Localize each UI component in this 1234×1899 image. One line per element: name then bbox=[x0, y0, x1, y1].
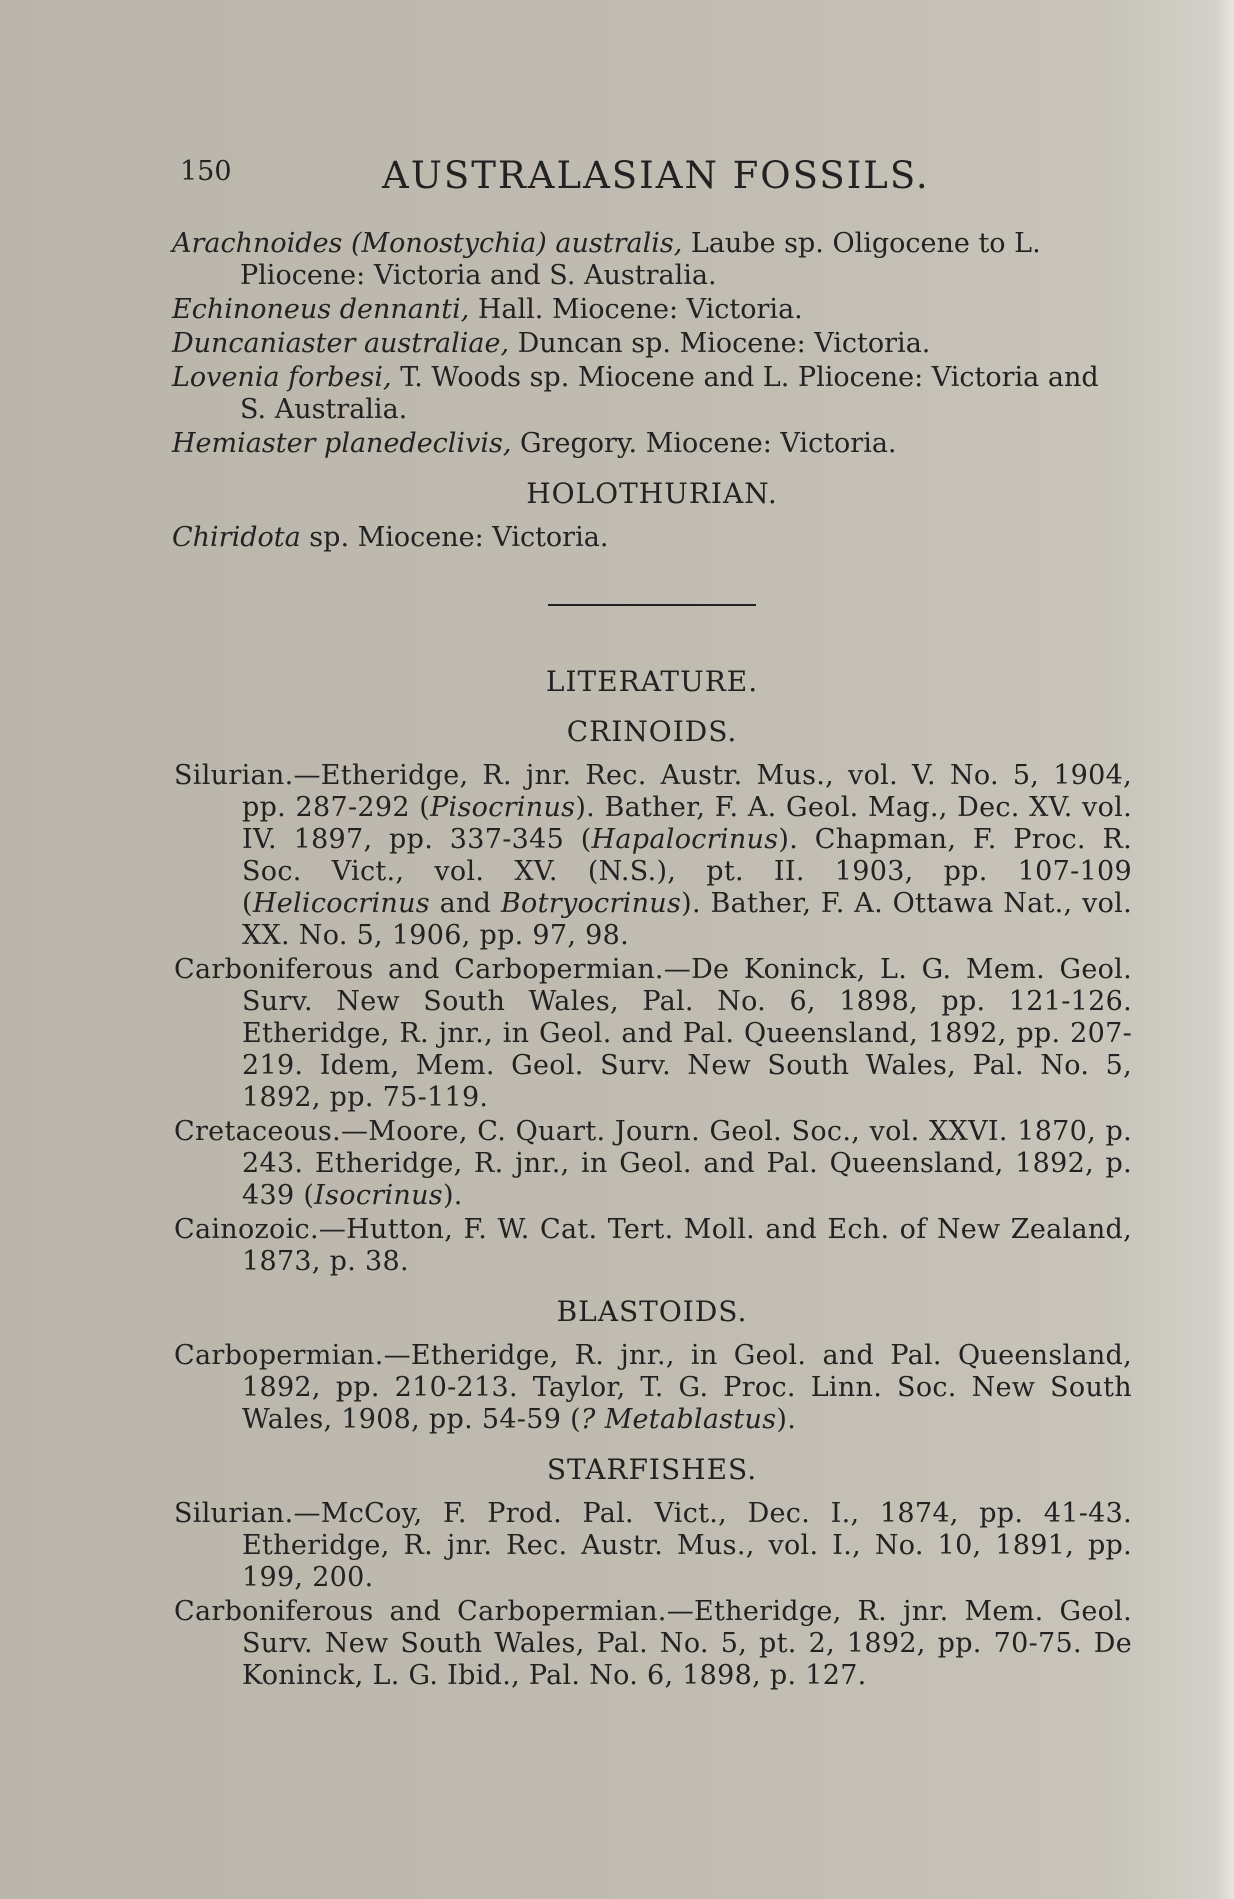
entry-text: Silurian.—Etheridge, R. jnr. Rec. Austr. Mus., vol. V. No. 5, 1904, pp. 287-292 ( bbox=[174, 760, 1132, 823]
section-divider-rule bbox=[548, 604, 756, 606]
entry-text: and bbox=[429, 888, 501, 919]
starfishes-carboniferous-entry: Carboniferous and Carbopermian.—Etheridge, R. jnr. Mem. Geol. Surv. New South Wales, Pal. No. 5, pt. 2, 1892, pp. 70-75. De Koninck, L. G. Ibid., Pal. No. 6, 1898, p. 127. bbox=[174, 1596, 1132, 1691]
running-head: AUSTRALASIAN FOSSILS. bbox=[382, 154, 930, 197]
holothurian-heading: HOLOTHURIAN. bbox=[526, 477, 778, 510]
holothurian-entry bbox=[172, 522, 1132, 554]
species-name: Echinoneus dennanti, bbox=[172, 294, 470, 325]
entry-text: ). Bather, F. A. Geol. Mag., Dec. XV. vol. IV. 1897, pp. 337-345 ( bbox=[242, 792, 1132, 855]
crinoids-silurian-entry bbox=[172, 760, 1132, 952]
page-text bbox=[172, 148, 1132, 1694]
genus-name: Pisocrinus bbox=[430, 792, 576, 823]
species-details: Gregory. Miocene: Victoria. bbox=[511, 428, 897, 459]
species-entry-hemiaster bbox=[172, 428, 1132, 460]
entry-text: Cretaceous.—Moore, C. Quart. Journ. Geol. Soc., vol. XXVI. 1870, p. 243. Etheridge, R. jnr., in Geol. and Pal. Queensland, 1892, p. 439 ( bbox=[174, 1116, 1132, 1211]
species-details: T. Woods sp. Miocene and L. Pliocene: Victoria and S. Australia. bbox=[240, 362, 1099, 425]
species-entry-duncaniaster bbox=[172, 328, 1132, 360]
species-details: Laube sp. Oligocene to L. Pliocene: Victoria and S. Australia. bbox=[240, 228, 1041, 291]
species-entry-echinoneus bbox=[172, 294, 1132, 326]
entry-text: ). Bather, F. A. Ottawa Nat., vol. XX. No. 5, 1906, pp. 97, 98. bbox=[242, 888, 1133, 951]
crinoids-cainozoic-entry: Cainozoic.—Hutton, F. W. Cat. Tert. Moll. and Ech. of New Zealand, 1873, p. 38. bbox=[174, 1214, 1132, 1277]
page-edge-highlight bbox=[1216, 0, 1234, 1899]
genus-name: Helicocrinus bbox=[252, 888, 430, 919]
species-name: Lovenia forbesi, bbox=[172, 362, 392, 393]
crinoids-carboniferous-entry: Carboniferous and Carbopermian.—De Koninck, L. G. Mem. Geol. Surv. New South Wales, Pal. No. 6, 1898, pp. 121-126. Etheridge, R. jnr., in Geol. and Pal. Queensland, 1892, pp. 207-219. Idem, Mem. Geol. Surv. New South Wales, Pal. No. 5, 1892, pp. 75-119. bbox=[174, 954, 1132, 1113]
starfishes-heading: STARFISHES. bbox=[546, 1453, 758, 1486]
entry-text: ). bbox=[776, 1404, 797, 1435]
page-number: 150 bbox=[180, 156, 232, 187]
species-name: Duncaniaster australiae, bbox=[172, 328, 510, 359]
species-entry-arachnoides bbox=[172, 228, 1132, 292]
blastoids-carbopermian-entry bbox=[172, 1340, 1132, 1436]
blastoids-heading: BLASTOIDS. bbox=[556, 1295, 748, 1328]
genus-name: ? Metablastus bbox=[580, 1404, 777, 1435]
starfishes-silurian-entry: Silurian.—McCoy, F. Prod. Pal. Vict., Dec. I., 1874, pp. 41-43. Etheridge, R. jnr. Rec. Austr. Mus., vol. I., No. 10, 1891, pp. 199, 200. bbox=[174, 1498, 1132, 1593]
holothurian-species-name: Chiridota bbox=[172, 522, 301, 553]
literature-heading: LITERATURE. bbox=[545, 665, 759, 698]
holothurian-species-details: sp. Miocene: Victoria. bbox=[300, 522, 609, 553]
entry-text: ). bbox=[442, 1180, 463, 1211]
page-header bbox=[172, 148, 1132, 208]
crinoids-heading: CRINOIDS. bbox=[566, 715, 738, 748]
genus-name: Hapalocrinus bbox=[591, 824, 779, 855]
species-name: Arachnoides (Monostychia) australis, bbox=[172, 228, 683, 259]
crinoids-cretaceous-entry bbox=[172, 1116, 1132, 1212]
genus-name: Botryocrinus bbox=[500, 888, 682, 919]
entry-text: Carbopermian.—Etheridge, R. jnr., in Geol. and Pal. Queensland, 1892, pp. 210-213. Taylor, T. G. Proc. Linn. Soc. New South Wales, 1908, pp. 54-59 ( bbox=[174, 1340, 1132, 1435]
genus-name: Isocrinus bbox=[314, 1180, 443, 1211]
species-entry-lovenia bbox=[172, 362, 1132, 426]
entry-text: ). Chapman, F. Proc. R. Soc. Vict., vol. XV. (N.S.), pt. II. 1903, pp. 107-109 ( bbox=[242, 824, 1132, 919]
species-name: Hemiaster planedeclivis, bbox=[172, 428, 512, 459]
species-details: Duncan sp. Miocene: Victoria. bbox=[509, 328, 931, 359]
species-details: Hall. Miocene: Victoria. bbox=[469, 294, 803, 325]
